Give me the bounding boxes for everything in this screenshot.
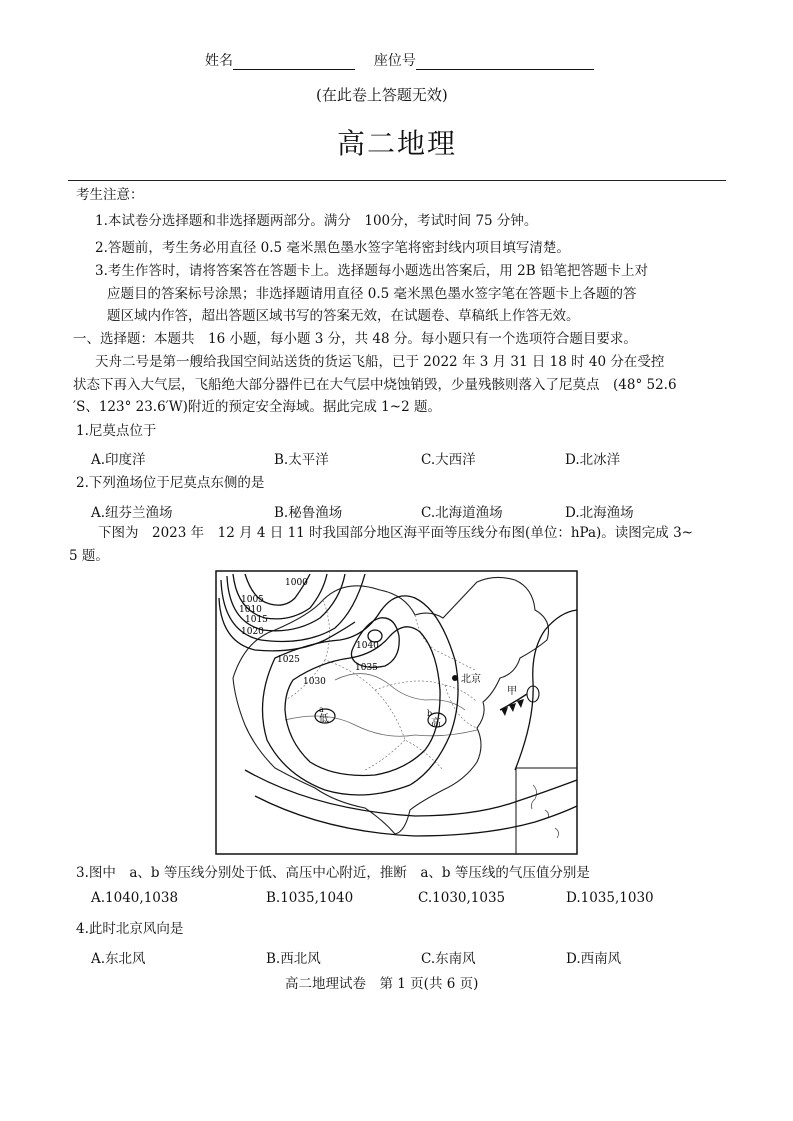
label-1030: 1030 — [303, 677, 326, 687]
instructions-heading: 考生注意： — [76, 187, 144, 203]
label-jia: 甲 — [507, 686, 517, 697]
map-frame — [216, 571, 577, 854]
instruction-item-1: 1.本试卷分选择题和非选择题两部分。满分 100分，考试时间 75 分钟。 — [95, 213, 538, 229]
q2-option-d[interactable]: D.北海渔场 — [565, 505, 634, 521]
label-1035: 1035 — [355, 663, 378, 673]
instruction-item-2: 2.答题前，考生务必用直径 0.5 毫米黑色墨水签字笔将密封线内项目填写清楚。 — [95, 240, 570, 256]
name-blank[interactable] — [233, 55, 355, 70]
q4-option-d[interactable]: D.西南风 — [566, 951, 622, 967]
label-high: 高 — [431, 718, 441, 729]
page-footer: 高二地理试卷 第 1 页(共 6 页) — [285, 976, 479, 992]
label-low: 低 — [319, 714, 329, 725]
q2-option-a[interactable]: A.纽芬兰渔场 — [91, 505, 173, 521]
q3-option-c[interactable]: C.1030,1035 — [418, 890, 506, 906]
q4-option-b[interactable]: B.西北风 — [266, 951, 321, 967]
label-1015: 1015 — [245, 615, 268, 625]
instruction-item-3-line2: 应题目的答案标号涂黑；非选择题请用直径 0.5 毫米黑色墨水签字笔在答题卡上各题的答 — [107, 286, 637, 302]
invalid-notice: (在此卷上答题无效) — [316, 86, 448, 104]
label-1020: 1020 — [241, 627, 264, 637]
q4-option-a[interactable]: A.东北风 — [91, 951, 146, 967]
passage1-line2: 状态下再入大气层，飞船绝大部分器件已在大气层中烧蚀销毁，少量残骸则落入了尼莫点 (48° 52.6 — [73, 377, 677, 393]
label-a: a — [319, 705, 324, 714]
instruction-item-3-line1: 3.考生作答时，请将答案答在答题卡上。选择题每小题选出答案后，用 2B 铅笔把答题卡上对 — [95, 263, 648, 279]
label-1025: 1025 — [277, 655, 300, 665]
passage2-line1: 下图为 2023 年 12 月 4 日 11 时我国部分地区海平面等压线分布图(单位：hPa)。读图完成 3~ — [98, 525, 693, 541]
q1-stem: 1.尼莫点位于 — [76, 423, 157, 439]
page-title: 高二地理 — [337, 127, 458, 160]
q3-option-a[interactable]: A.1040,1038 — [91, 890, 179, 906]
q2-stem: 2.下列渔场位于尼莫点东侧的是 — [76, 475, 265, 491]
q4-option-c[interactable]: C.东南风 — [421, 951, 476, 967]
beijing-marker — [452, 675, 458, 681]
passage1-line1: 天舟二号是第一艘给我国空间站送货的货运飞船，已于 2022 年 3 月 31 日 18 时 40 分在受控 — [95, 354, 665, 370]
q1-option-a[interactable]: A.印度洋 — [91, 452, 146, 468]
q1-option-b[interactable]: B.太平洋 — [274, 452, 329, 468]
name-label: 姓名 — [205, 53, 233, 69]
label-beijing: 北京 — [461, 674, 481, 685]
passage1-line3: ′S、123° 23.6′W)附近的预定安全海域。据此完成 1~2 题。 — [73, 399, 441, 415]
header-divider — [68, 180, 726, 181]
isobar-map — [215, 570, 579, 856]
q1-option-d[interactable]: D.北冰洋 — [565, 452, 621, 468]
label-b: b — [427, 709, 433, 718]
label-1010: 1010 — [239, 605, 262, 615]
label-1005: 1005 — [241, 595, 264, 605]
seat-label: 座位号 — [373, 53, 416, 69]
q1-option-c[interactable]: C.大西洋 — [421, 452, 476, 468]
label-1040: 1040 — [356, 641, 379, 651]
instruction-item-3-line3: 题区域内作答，超出答题区域书写的答案无效，在试题卷、草稿纸上作答无效。 — [107, 308, 580, 324]
q2-option-b[interactable]: B.秘鲁渔场 — [274, 505, 343, 521]
q4-stem: 4.此时北京风向是 — [76, 921, 184, 937]
section-heading: 一、选择题：本题共 16 小题，每小题 3 分，共 48 分。每小题只有一个选项符合题目要求。 — [73, 331, 637, 347]
q3-option-b[interactable]: B.1035,1040 — [266, 890, 354, 906]
seat-blank[interactable] — [416, 55, 594, 70]
passage2-line2: 5 题。 — [69, 548, 109, 564]
label-1000: 1000 — [285, 578, 308, 588]
q3-stem: 3.图中 a、b 等压线分别处于低、高压中心附近，推断 a、b 等压线的气压值分别是 — [76, 865, 590, 881]
name-field — [205, 50, 594, 70]
q3-option-d[interactable]: D.1035,1030 — [566, 890, 654, 906]
q2-option-c[interactable]: C.北海道渔场 — [421, 505, 503, 521]
